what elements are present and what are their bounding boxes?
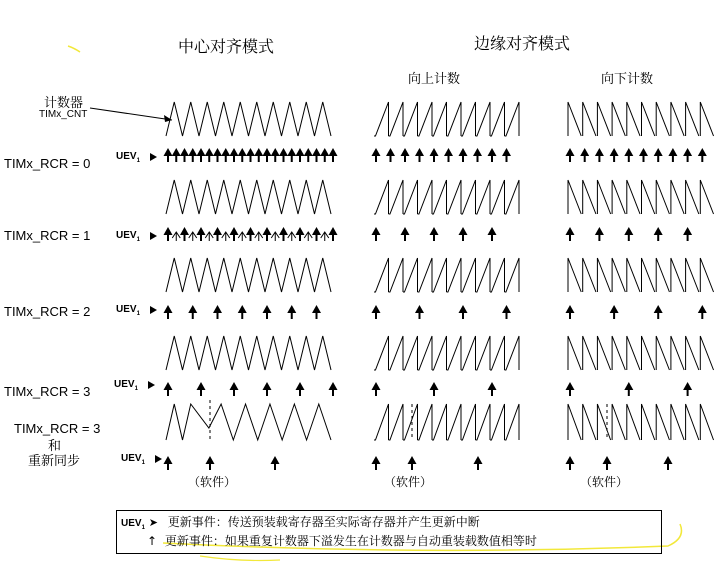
up-uev-arrow-row2-0 — [372, 305, 381, 313]
center-uev-arrow-row2-12 — [263, 305, 272, 313]
down-uev-arrow-row4-sw — [603, 456, 612, 464]
down-uev-arrow-row0-7 — [668, 148, 677, 156]
center-uev-arrow-row0-16 — [296, 148, 305, 156]
uev-label-row4: $UEV_1$ — [121, 453, 145, 466]
center-uev-arrow-row0-3 — [188, 148, 197, 156]
up-uev-arrow-row3-4 — [430, 382, 439, 390]
down-uev-arrow-row1-8 — [683, 227, 692, 235]
down-sawtooth-row4 — [568, 404, 714, 440]
center-uev-arrow-row1-12 — [263, 227, 272, 235]
center-uev-arrow-row4-sw — [206, 456, 215, 464]
row-label-rcr3-resync: TIMx_RCR = 3 — [14, 421, 101, 436]
counter-register-label: TIMx_CNT — [39, 109, 88, 120]
row-label-resync: 重新同步 — [28, 454, 81, 469]
center-uev-arrow-row2-0 — [164, 305, 173, 313]
up-uev-arrow-row1-4 — [430, 227, 439, 235]
down-uev-arrow-row0-8 — [683, 148, 692, 156]
down-uev-arrow-row0-6 — [654, 148, 663, 156]
center-aligned-title: 中心对齐模式 — [178, 37, 275, 56]
uev-label-row0: $UEV_1$ — [116, 151, 140, 164]
center-uev-arrow-row0-8 — [230, 148, 239, 156]
up-uev-arrow-row2-9 — [502, 305, 511, 313]
center-uev-arrow-row1-2 — [180, 227, 189, 235]
center-wave-row3 — [166, 336, 331, 370]
uev-pointer-icon-row0 — [150, 153, 157, 161]
center-uev-arrow-row1-8 — [230, 227, 239, 235]
up-sawtooth-row2 — [374, 258, 519, 292]
down-uev-arrow-row2-6 — [654, 305, 663, 313]
center-rep-arrow-row1-11 — [255, 232, 263, 241]
center-uev-arrow-row0-5 — [205, 148, 214, 156]
up-sawtooth-row3 — [374, 336, 519, 370]
down-uev-arrow-row0-0 — [566, 148, 575, 156]
up-sawtooth-row4 — [374, 404, 519, 440]
center-uev-arrow-row0-15 — [287, 148, 296, 156]
uev-label-row3: $UEV_1$ — [114, 379, 138, 392]
center-uev-arrow-row3-4 — [197, 382, 206, 390]
center-uev-arrow-row0-10 — [246, 148, 255, 156]
up-uev-arrow-row2-6 — [459, 305, 468, 313]
down-uev-arrow-row0-5 — [639, 148, 648, 156]
up-uev-arrow-row4-sw — [408, 456, 417, 464]
up-sawtooth-row0 — [374, 102, 519, 136]
down-counting-title: 向下计数 — [601, 72, 654, 87]
up-uev-arrow-row0-5 — [444, 148, 453, 156]
up-uev-arrow-row0-7 — [473, 148, 482, 156]
center-uev-arrow-row2-18 — [312, 305, 321, 313]
center-uev-arrow-row0-7 — [221, 148, 230, 156]
down-sawtooth-row0 — [568, 102, 714, 136]
up-uev-arrow-row2-3 — [415, 305, 424, 313]
uev-pointer-icon-row3 — [148, 381, 155, 389]
center-uev-arrow-row0-20 — [329, 148, 338, 156]
row-label-and: 和 — [48, 439, 62, 454]
down-uev-arrow-row0-1 — [580, 148, 589, 156]
center-uev-arrow-row0-19 — [320, 148, 329, 156]
center-uev-arrow-row1-6 — [213, 227, 222, 235]
legend-thin-arrow-icon: ↑ — [147, 534, 158, 548]
software-label-center: （软件） — [188, 475, 237, 489]
center-rep-arrow-row1-19 — [321, 232, 329, 241]
center-uev-arrow-row1-18 — [312, 227, 321, 235]
up-uev-arrow-row0-4 — [430, 148, 439, 156]
up-sawtooth-row1 — [374, 180, 519, 214]
up-uev-arrow-row1-0 — [372, 227, 381, 235]
legend-item1-text: 更新事件：传送预装载寄存器至实际寄存器并产生更新中断 — [167, 515, 480, 529]
highlight-mark-bottom — [200, 556, 280, 561]
down-sawtooth-row1 — [568, 180, 714, 214]
center-uev-arrow-row1-16 — [296, 227, 305, 235]
uev-pointer-icon-row1 — [150, 232, 157, 240]
up-uev-arrow-row0-0 — [372, 148, 381, 156]
down-uev-arrow-row4-2 — [664, 456, 673, 464]
up-uev-arrow-row3-8 — [488, 382, 497, 390]
up-uev-arrow-row0-6 — [459, 148, 468, 156]
software-label-up: （软件） — [384, 475, 433, 489]
edge-aligned-title: 边缘对齐模式 — [474, 34, 571, 53]
center-uev-arrow-row0-2 — [180, 148, 189, 156]
down-uev-arrow-row0-2 — [595, 148, 604, 156]
center-uev-arrow-row1-10 — [246, 227, 255, 235]
center-uev-arrow-row2-15 — [287, 305, 296, 313]
center-rep-arrow-row1-1 — [172, 232, 180, 241]
center-uev-arrow-row1-14 — [279, 227, 288, 235]
center-uev-arrow-row3-16 — [296, 382, 305, 390]
legend-box — [116, 510, 662, 554]
down-uev-arrow-row4-0 — [566, 456, 575, 464]
center-uev-arrow-row0-14 — [279, 148, 288, 156]
center-uev-arrow-row3-20 — [329, 382, 338, 390]
row-label-rcr1: TIMx_RCR = 1 — [4, 228, 91, 243]
down-uev-arrow-row2-3 — [610, 305, 619, 313]
up-uev-arrow-row0-1 — [386, 148, 395, 156]
center-rep-arrow-row1-13 — [271, 232, 279, 241]
center-uev-arrow-row4-2 — [271, 456, 280, 464]
up-counting-title: 向上计数 — [408, 72, 461, 87]
down-uev-arrow-row1-6 — [654, 227, 663, 235]
up-uev-arrow-row1-2 — [401, 227, 410, 235]
legend-item-rep-underflow — [147, 532, 537, 549]
up-uev-arrow-row4-2 — [474, 456, 483, 464]
up-uev-arrow-row4-0 — [372, 456, 381, 464]
center-uev-arrow-row1-4 — [197, 227, 206, 235]
down-uev-arrow-row3-4 — [624, 382, 633, 390]
center-uev-arrow-row0-13 — [271, 148, 280, 156]
center-rep-arrow-row1-3 — [189, 232, 197, 241]
center-uev-arrow-row0-4 — [197, 148, 206, 156]
software-label-down: （软件） — [580, 475, 629, 489]
down-uev-arrow-row0-3 — [610, 148, 619, 156]
center-rep-arrow-row1-15 — [288, 232, 296, 241]
center-wave-row1 — [166, 180, 331, 214]
up-uev-arrow-row0-2 — [401, 148, 410, 156]
row-label-rcr2: TIMx_RCR = 2 — [4, 304, 91, 319]
center-uev-arrow-row0-18 — [312, 148, 321, 156]
down-uev-arrow-row3-8 — [683, 382, 692, 390]
down-uev-arrow-row1-2 — [595, 227, 604, 235]
center-wave-row4 — [166, 404, 331, 440]
down-uev-arrow-row0-4 — [624, 148, 633, 156]
center-uev-arrow-row3-12 — [263, 382, 272, 390]
center-uev-arrow-row0-0 — [164, 148, 173, 156]
legend-item-update-event — [121, 513, 480, 531]
legend-uev-label: $UEV_1$ — [121, 518, 145, 531]
down-sawtooth-row2 — [568, 258, 714, 292]
row-label-rcr0: TIMx_RCR = 0 — [4, 156, 91, 171]
down-uev-arrow-row3-0 — [566, 382, 575, 390]
counter-label: 计数器 — [44, 96, 84, 111]
center-rep-arrow-row1-5 — [205, 232, 213, 241]
highlight-mark-top — [68, 46, 80, 52]
down-uev-arrow-row2-0 — [566, 305, 575, 313]
up-uev-arrow-row0-8 — [488, 148, 497, 156]
center-uev-arrow-row2-6 — [213, 305, 222, 313]
center-uev-arrow-row2-3 — [188, 305, 197, 313]
uev-pointer-icon-row4 — [155, 455, 162, 463]
uev-label-row1: $UEV_1$ — [116, 230, 140, 243]
down-sawtooth-row3 — [568, 336, 714, 370]
center-uev-arrow-row3-0 — [164, 382, 173, 390]
legend-filled-arrow-icon: ➤ — [148, 516, 158, 529]
center-uev-arrow-row2-9 — [238, 305, 247, 313]
up-uev-arrow-row1-8 — [488, 227, 497, 235]
down-uev-arrow-row1-0 — [566, 227, 575, 235]
center-wave-row2 — [166, 258, 331, 292]
counter-pointer-line — [90, 108, 172, 120]
up-uev-arrow-row0-9 — [502, 148, 511, 156]
center-uev-arrow-row0-1 — [172, 148, 181, 156]
center-uev-arrow-row3-8 — [230, 382, 239, 390]
center-uev-arrow-row0-9 — [238, 148, 247, 156]
down-uev-arrow-row2-9 — [698, 305, 707, 313]
center-rep-arrow-row1-17 — [304, 232, 312, 241]
center-uev-arrow-row1-0 — [164, 227, 173, 235]
center-wave-row0 — [166, 102, 331, 136]
center-rep-arrow-row1-7 — [222, 232, 230, 241]
down-uev-arrow-row0-9 — [698, 148, 707, 156]
center-uev-arrow-row0-11 — [254, 148, 263, 156]
center-rep-arrow-row1-9 — [238, 232, 246, 241]
center-uev-arrow-row0-6 — [213, 148, 222, 156]
down-uev-arrow-row1-4 — [624, 227, 633, 235]
up-uev-arrow-row3-0 — [372, 382, 381, 390]
legend-item2-text: 更新事件：如果重复计数器下溢发生在计数器与自动重装载数值相等时 — [164, 534, 537, 548]
center-uev-arrow-row0-17 — [304, 148, 313, 156]
center-uev-arrow-row1-20 — [329, 227, 338, 235]
uev-pointer-icon-row2 — [150, 306, 157, 314]
center-uev-arrow-row0-12 — [263, 148, 272, 156]
up-uev-arrow-row0-3 — [415, 148, 424, 156]
center-uev-arrow-row4-0 — [164, 456, 173, 464]
up-uev-arrow-row1-6 — [459, 227, 468, 235]
uev-label-row2: $UEV_1$ — [116, 304, 140, 317]
row-label-rcr3: TIMx_RCR = 3 — [4, 384, 91, 399]
